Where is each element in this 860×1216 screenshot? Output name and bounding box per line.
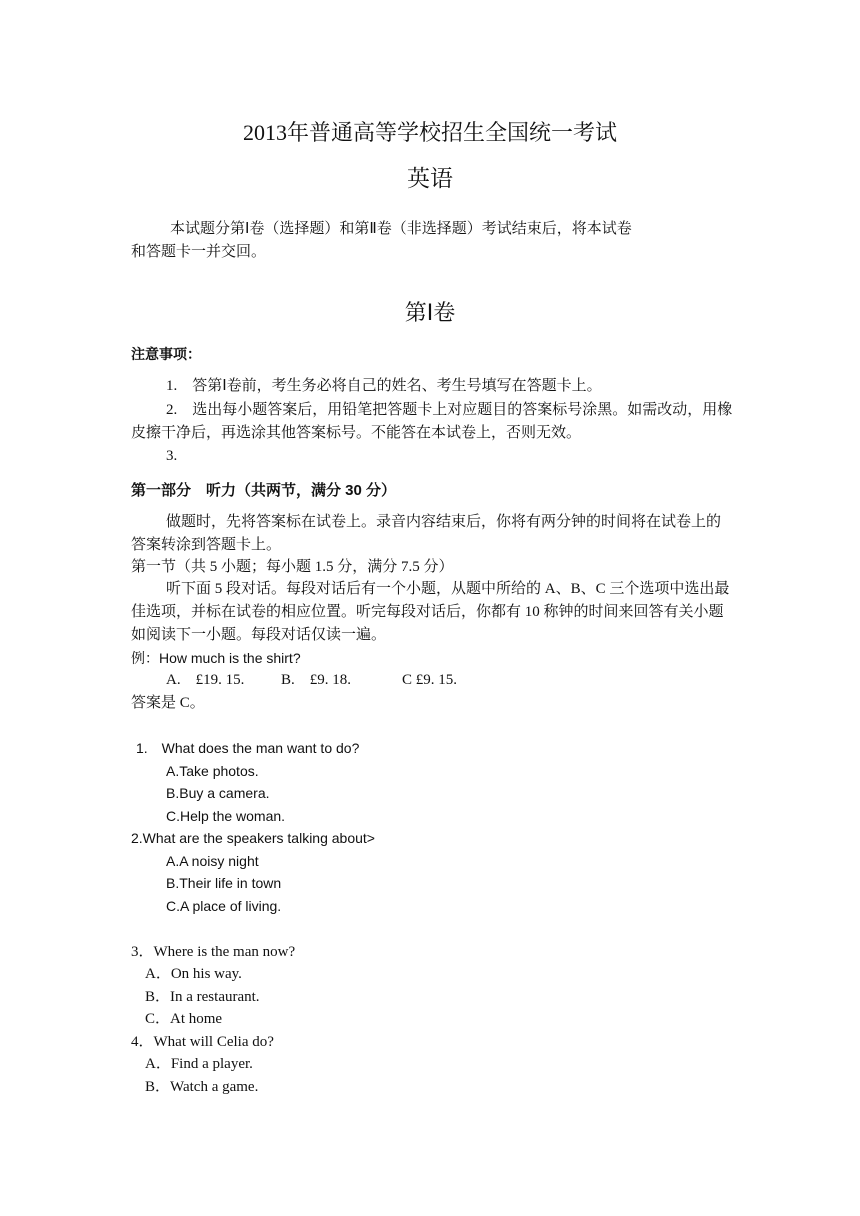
question-2-option-b: B.Their life in town [166,875,282,891]
example-option-a: A. £19. 15. [166,672,245,688]
instructions-line-3: 听下面 5 段对话。每段对话后有一个小题，从题中所给的 A、B、C 三个选项中选出最 [166,581,730,597]
question-4: 4．What will Celia do? [131,1034,274,1050]
question-1-option-b: B.Buy a camera. [166,785,270,801]
question-1-option-a: A.Take photos. [166,763,259,779]
question-2-option-c: C.A place of living. [166,898,282,914]
instructions-line-5: 如阅读下一小题。每段对话仅读一遍。 [131,627,387,643]
question-3-option-c: C．At home [145,1011,223,1027]
question-3-option-b: B．In a restaurant. [145,989,260,1005]
note-1: 1. 答第Ⅰ卷前，考生务必将自己的姓名、考生号填写在答题卡上。 [166,378,602,394]
note-2-cont: 皮擦干净后，再选涂其他答案标号。不能答在本试卷上，否则无效。 [131,425,582,441]
question-1: 1. What does the man want to do? [136,740,360,756]
intro-line-1: 本试题分第Ⅰ卷（选择题）和第Ⅱ卷（非选择题）考试结束后，将本试卷 [170,221,632,237]
question-4-option-a: A．Find a player. [145,1056,253,1072]
subject-title: 英语 [407,166,453,192]
question-1-option-c: C.Help the woman. [166,808,286,824]
part-title: 第Ⅰ卷 [404,301,456,326]
subsection-heading: 第一节（共 5 小题；每小题 1.5 分，满分 7.5 分） [131,559,454,575]
instructions-line-2: 答案转涂到答题卡上。 [131,537,282,553]
note-2: 2. 选出每小题答案后，用铅笔把答题卡上对应题目的答案标号涂黑。如需改动，用橡 [166,402,733,418]
intro-line-2: 和答题卡一并交回。 [131,244,267,260]
exam-title: 2013年普通高等学校招生全国统一考试 [242,120,617,145]
example-option-c: C £9. 15. [402,672,458,688]
notes-heading: 注意事项： [131,346,201,362]
example-answer: 答案是 C。 [131,695,205,711]
note-3: 3. [166,448,178,464]
example-option-b: B. £9. 18. [281,672,352,688]
question-4-option-b: B．Watch a game. [145,1079,259,1095]
question-2: 2.What are the speakers talking about> [131,830,375,846]
example-question: 例：How much is the shirt? [131,650,301,666]
question-3-option-a: A．On his way. [145,966,242,982]
section-heading: 第一部分 听力（共两节，满分 30 分） [131,482,397,499]
question-3: 3．Where is the man now? [131,944,296,960]
instructions-line-1: 做题时，先将答案标在试卷上。录音内容结束后，你将有两分钟的时间将在试卷上的 [166,514,722,530]
instructions-line-4: 佳选项，并标在试卷的相应位置。听完每段对话后，你都有 10 称钟的时间来回答有关小题 [131,604,724,620]
question-2-option-a: A.A noisy night [166,853,259,869]
